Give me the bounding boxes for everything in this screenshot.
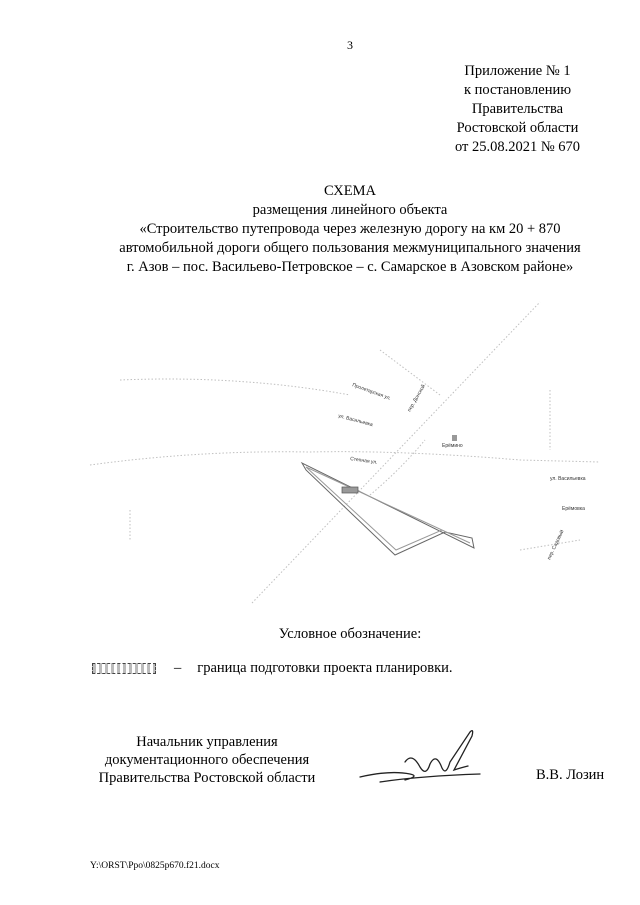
signer-position-line: Правительства Ростовской области xyxy=(98,770,316,786)
scheme-line: размещения линейного объекта xyxy=(252,202,448,218)
scheme-line: автомобильной дороги общего пользования межмуниципального значения xyxy=(119,240,581,256)
overpass-marker xyxy=(342,487,358,493)
page-number: 3 xyxy=(347,38,353,52)
signer-position-line: документационного обеспечения xyxy=(104,752,310,768)
appendix-header xyxy=(430,62,605,157)
legend-text: граница подготовки проекта планировки. xyxy=(197,660,453,676)
handwritten-signature xyxy=(350,722,510,792)
signer-position-line: Начальник управления xyxy=(136,734,278,750)
file-path: Y:\ORST\Ppo\0825p670.f21.docx xyxy=(90,861,220,871)
scheme-line: г. Азов – пос. Васильево-Петровское – с. Самарское в Азовском районе» xyxy=(126,259,574,275)
road-line xyxy=(380,350,440,395)
signer-position xyxy=(92,733,322,787)
street-label: Пролетарская ул. xyxy=(351,382,392,402)
scheme-line: «Строительство путепровода через железную дорогу на км 20 + 870 xyxy=(139,221,561,237)
legend-dash: – xyxy=(174,660,182,676)
appendix-line: к постановлению xyxy=(463,82,572,98)
street-label: Степная ул. xyxy=(349,456,378,466)
boundary-symbol xyxy=(92,663,156,674)
scheme-heading xyxy=(40,182,640,277)
legend-row xyxy=(92,660,453,677)
appendix-line: Ростовской области xyxy=(456,120,579,136)
planning-boundary-inner xyxy=(306,467,470,550)
settlement-label: Ерёмовка xyxy=(562,506,585,512)
site-map xyxy=(80,300,610,610)
appendix-line: Приложение № 1 xyxy=(464,63,571,79)
road-line xyxy=(120,379,350,395)
legend-title: Условное обозначение: xyxy=(278,626,422,642)
road-line xyxy=(370,440,425,495)
street-label: ул. Васильевка xyxy=(550,476,586,482)
railway-line xyxy=(252,302,540,603)
street-label: пер. Донской xyxy=(406,383,427,413)
appendix-line: от 25.08.2021 № 670 xyxy=(454,139,581,155)
scheme-title: СХЕМА xyxy=(324,183,376,199)
street-label: пер. Садовый xyxy=(546,529,566,561)
street-label: ул. Васильевка xyxy=(337,413,374,429)
settlement-marker xyxy=(452,435,457,441)
appendix-line: Правительства xyxy=(471,101,564,117)
settlement-label: Ерёмино xyxy=(442,443,463,449)
road-line xyxy=(90,452,600,465)
signer-name: В.В. Лозин xyxy=(536,767,605,783)
